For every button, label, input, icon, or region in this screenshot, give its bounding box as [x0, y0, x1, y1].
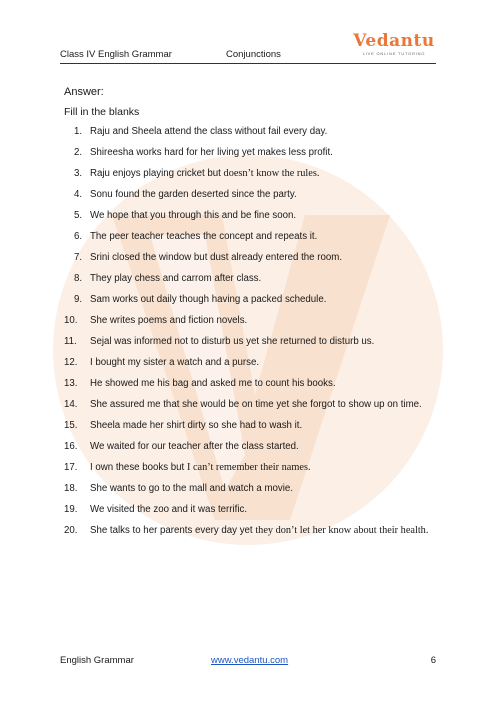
header-chapter: Conjunctions [226, 49, 281, 60]
item-text: She wants to go to the mall and watch a movie. [90, 483, 294, 494]
item-number: 1. [74, 126, 83, 137]
item-text: I own these books but [90, 462, 187, 473]
list-item [64, 482, 434, 496]
item-text: Sheela made her shirt dirty so she had to wash it. [90, 420, 303, 431]
item-text-serif: doesn’t know the rules. [223, 168, 320, 179]
item-number: 12. [64, 357, 78, 368]
header-subject: Class IV English Grammar [60, 49, 172, 60]
list-item [64, 293, 434, 307]
list-item [64, 419, 434, 433]
item-number: 16. [64, 441, 78, 452]
list-item [64, 503, 434, 517]
list-item [64, 272, 434, 286]
list-item [64, 524, 434, 538]
list-item [64, 335, 434, 349]
section-title: Fill in the blanks [64, 106, 140, 118]
footer-subject: English Grammar [60, 655, 134, 666]
list-item [64, 251, 434, 265]
item-number: 8. [74, 273, 83, 284]
vedantu-logo [348, 31, 440, 61]
item-number: 3. [74, 168, 83, 179]
item-number: 14. [64, 399, 78, 410]
item-text: She talks to her parents every day yet [90, 525, 256, 536]
list-item [64, 356, 434, 370]
item-number: 20. [64, 525, 78, 536]
item-text: Shireesha works hard for her living yet makes less profit. [90, 147, 333, 158]
item-text: Sonu found the garden deserted since the party. [90, 189, 297, 200]
page-number: 6 [430, 655, 436, 666]
item-number: 2. [74, 147, 83, 158]
list-item [64, 146, 434, 160]
item-number: 18. [64, 483, 78, 494]
list-item [64, 230, 434, 244]
list-item [64, 398, 434, 412]
item-number: 11. [64, 336, 77, 347]
logo-wordmark: Vedantu [353, 31, 435, 51]
item-text-serif: they don’t let her know about their health. [255, 525, 429, 536]
list-item [64, 209, 434, 223]
list-item [64, 461, 434, 475]
item-text: Raju enjoys playing cricket but [90, 168, 224, 179]
item-number: 13. [64, 378, 78, 389]
item-text: The peer teacher teaches the concept and repeats it. [90, 231, 318, 242]
list-item [64, 125, 434, 139]
item-number: 10. [64, 315, 78, 326]
item-text: Sejal was informed not to disturb us yet she returned to disturb us. [90, 336, 375, 347]
item-text: She writes poems and fiction novels. [90, 315, 248, 326]
item-number: 6. [74, 231, 83, 242]
footer-website-link[interactable]: www.vedantu.com [211, 655, 289, 666]
item-number: 4. [74, 189, 83, 200]
item-number: 19. [64, 504, 78, 515]
item-text: We hope that you through this and be fine soon. [90, 210, 297, 221]
item-text: Srini closed the window but dust already entered the room. [90, 252, 343, 263]
item-text: He showed me his bag and asked me to count his books. [90, 378, 336, 389]
item-number: 7. [74, 252, 83, 263]
item-text: Raju and Sheela attend the class without fail every day. [90, 126, 328, 137]
list-item [64, 440, 434, 454]
item-number: 5. [74, 210, 83, 221]
list-item [64, 377, 434, 391]
list-item [64, 314, 434, 328]
item-number: 17. [64, 462, 78, 473]
item-text: We visited the zoo and it was terrific. [90, 504, 248, 515]
list-item [64, 167, 434, 181]
logo-tagline: LIVE ONLINE TUTORING [362, 51, 426, 56]
item-text: Sam works out daily though having a packed schedule. [90, 294, 327, 305]
answer-label: Answer: [64, 86, 104, 98]
item-number: 9. [74, 294, 83, 305]
item-text: We waited for our teacher after the class started. [90, 441, 299, 452]
page-header [60, 31, 436, 63]
answer-list [64, 125, 434, 538]
item-number: 15. [64, 420, 78, 431]
list-item [64, 188, 434, 202]
item-text: They play chess and carrom after class. [90, 273, 262, 284]
header-divider [60, 63, 436, 64]
item-text-serif: I can’t remember their names. [186, 462, 311, 473]
item-text: She assured me that she would be on time yet she forgot to show up on time. [90, 399, 422, 410]
item-text: I bought my sister a watch and a purse. [90, 357, 260, 368]
answer-section [64, 85, 434, 545]
